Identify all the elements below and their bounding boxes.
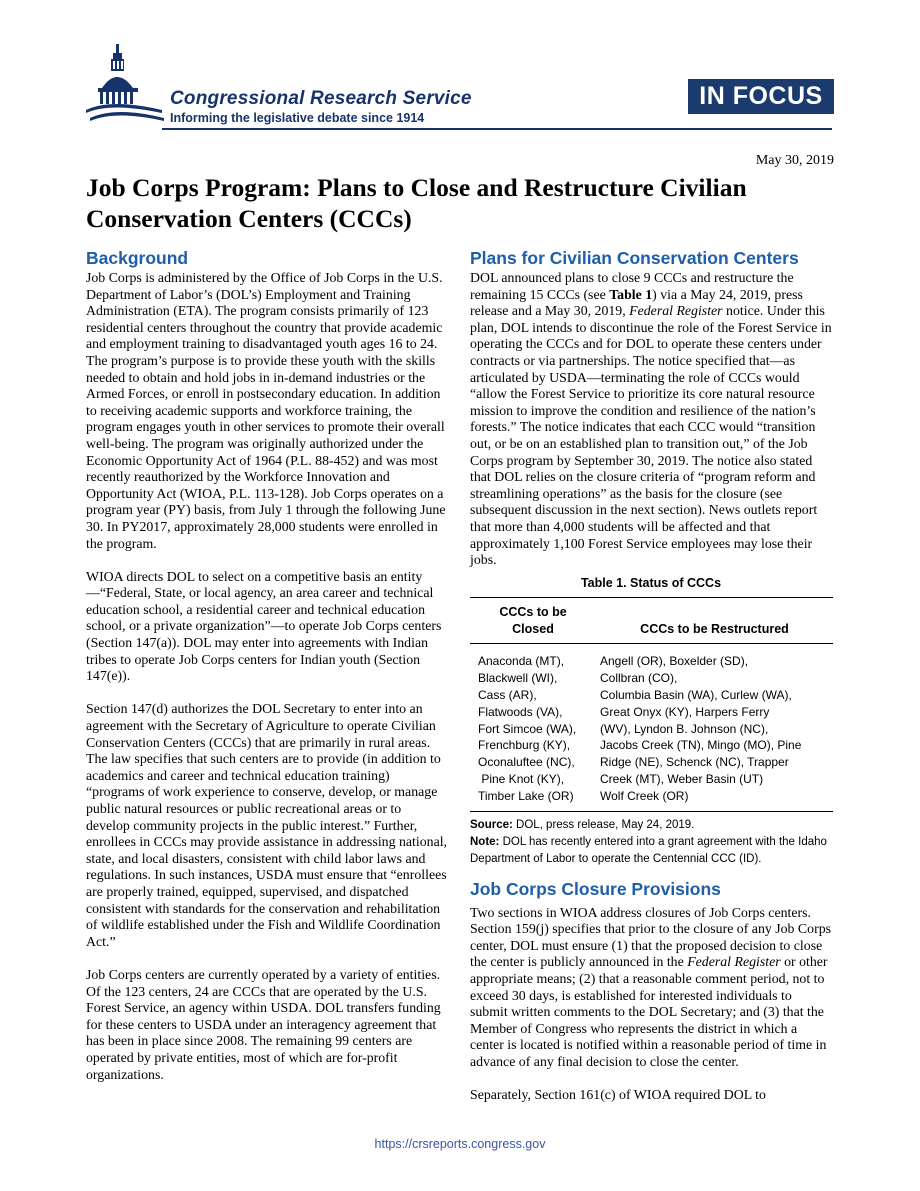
plans-text-1: DOL announced plans to close 9 CCCs and restructure the remaining 15 CCCs (see xyxy=(470,270,794,302)
list-item: Collbran (CO), xyxy=(600,671,678,686)
list-item: Blackwell (WI), xyxy=(478,671,558,686)
list-item: Frenchburg (KY), xyxy=(478,738,571,753)
restructured-centers-cell xyxy=(596,644,833,811)
federal-register-italic: Federal Register xyxy=(687,954,781,970)
crs-reports-link[interactable]: https://crsreports.congress.gov xyxy=(374,1137,546,1151)
list-item: Great Onyx (KY), Harpers Ferry xyxy=(600,704,770,719)
list-item: Pine Knot (KY), xyxy=(478,772,565,787)
body-paragraph: Two sections in WIOA address closures of Job Corps centers. Section 159(j) specifies that prior to the closure of any Job Corps center, DOL must ensure (1) that the proposed decision to close the center is publicly announced in the Federal Register or other appropriate means; (2) that a reasonable comment period, not to exceed 30 days, is established for interested individuals to submit written comments to the DOL Secretary; and (3) that the Member of Congress who represents the district in which a center is located is notified within a reasonable period of time in advance of any final decision to close the center. xyxy=(470,904,832,1069)
list-item: Fort Simcoe (WA), xyxy=(478,721,577,736)
list-item: Ridge (NE), Schenck (NC), Trapper xyxy=(600,755,789,770)
section-heading-background: Background xyxy=(86,248,189,268)
section-heading-closure: Job Corps Closure Provisions xyxy=(470,878,721,899)
ccc-status-table xyxy=(470,597,833,811)
column-header-closed: CCCs to be Closed xyxy=(470,598,596,644)
right-column xyxy=(470,247,832,1104)
table-source: Source: DOL, press release, May 24, 2019. xyxy=(470,818,695,831)
list-item: Jacobs Creek (TN), Mingo (MO), Pine xyxy=(600,738,802,753)
body-paragraph: WIOA directs DOL to select on a competitive basis an entity—“Federal, State, or local agency, an area career and technical education school, a residential career and technical education school, or a private organization”—to operate Job Corps centers (Section 147(a)). DOL may enter into agreements with Indian tribes to operate Job Corps centers for Indian youth (Section 147(e)). xyxy=(86,568,442,684)
body-paragraph xyxy=(470,270,832,569)
crs-logo-text xyxy=(170,88,472,125)
in-focus-badge: IN FOCUS xyxy=(688,79,834,114)
plans-text-3: notice. Under this plan, DOL intends to discontinue the role of the Forest Service in operating the CCCs and for DOL to operate these centers under contracts or via partnerships. The notice specified that—as articulated by USDA—terminating the role of CCCs would “allow the Forest Service to prioritize its core natural resource mission to improve the condition and resilience of the nation’s forests.” The notice indicates that each CCC would “transition out, or be on an established plan to transition out,” of the Job Corps program by September 30, 2019. The notice also stated that DOL relies on the closure criteria of “program reform and streamlining operations” as the basis for the closure (see subsequent discussion in the next section). News outlets report that more than 4,000 students will be affected and that approximately 1,100 Forest Service employees may lose their jobs. xyxy=(470,303,832,568)
left-column xyxy=(86,247,448,1083)
page-footer xyxy=(0,1137,920,1151)
list-item: (WV), Lyndon B. Johnson (NC), xyxy=(600,721,769,736)
table-reference-link[interactable]: Table 1 xyxy=(609,286,653,302)
list-item: Creek (MT), Weber Basin (UT) xyxy=(600,772,764,787)
org-name: Congressional Research Service xyxy=(170,88,472,109)
list-item: Angell (OR), Boxelder (SD), xyxy=(600,654,749,669)
body-paragraph: Separately, Section 161(c) of WIOA required DOL to xyxy=(470,1087,766,1103)
list-item: Columbia Basin (WA), Curlew (WA), xyxy=(600,688,792,703)
body-paragraph: Job Corps centers are currently operated by a variety of entities. Of the 123 centers, 24 are CCCs that are operated by the U.S. Forest Service, an agency within USDA. DOL transfers funding for these centers to USDA under an interagency agreement that has been in place since 2008. The remaining 99 centers are operated by private entities, most of which are for-profit organizations. xyxy=(86,966,441,1082)
capitol-dome-icon xyxy=(86,44,166,130)
publication-date: May 30, 2019 xyxy=(755,153,834,168)
column-header-restructured: CCCs to be Restructured xyxy=(596,598,833,644)
body-paragraph: Section 147(d) authorizes the DOL Secretary to enter into an agreement with the Secretary of Agriculture to operate Civilian Conservation Centers (CCCs) that are primarily in rural areas. The law specifies that such centers are to provide (in addition to academics and career and technical education training) “programs of work experience to conserve, develop, or manage public natural resources or public recreational areas or to develop community projects in the public interest.” Further, enrollees in CCCs may provide assistance in addressing national, state, and local disasters, consistent with child labor laws and regulations. In such instances, USDA must ensure that “enrollees are properly trained, equipped, supervised, and dispatched consistent with standards for the conservation and rehabilitation of wildlife established under the Fish and Wildlife Coordination Act.” xyxy=(86,701,448,949)
table-note: Note: DOL has recently entered into a grant agreement with the Idaho Department of Labor to operate the Centennial CCC (ID). xyxy=(470,835,827,865)
list-item: Oconaluftee (NC), xyxy=(478,755,575,770)
list-item: Timber Lake (OR) xyxy=(478,788,574,803)
table-notes xyxy=(470,817,832,868)
closed-centers-cell xyxy=(470,644,596,811)
report-header xyxy=(0,0,920,150)
list-item: Anaconda (MT), xyxy=(478,654,565,669)
federal-register-italic: Federal Register xyxy=(629,303,723,319)
list-item: Cass (AR), xyxy=(478,688,537,703)
table-row xyxy=(470,644,833,811)
plans-text-2: ) via a May 24, 2019, press release and a May 30, 2019, xyxy=(470,286,803,319)
table-caption: Table 1. Status of CCCs xyxy=(580,575,722,590)
header-divider xyxy=(162,128,832,130)
list-item: Wolf Creek (OR) xyxy=(600,788,689,803)
list-item: Flatwoods (VA), xyxy=(478,704,563,719)
page-title: Job Corps Program: Plans to Close and Restructure Civilian Conservation Centers (CCCs) xyxy=(86,173,747,233)
org-tagline: Informing the legislative debate since 1914 xyxy=(170,111,425,125)
section-heading-plans: Plans for Civilian Conservation Centers xyxy=(470,248,799,268)
body-paragraph: Job Corps is administered by the Office of Job Corps in the U.S. Department of Labor’s (DOL’s) Employment and Training Administration (ETA). The program consists primarily of 123 residential centers throughout the country that provide academic and employment training to disadvantaged youth ages 16 to 24. The program’s purpose is to provide these youth with the skills needed to obtain and hold jobs in in-demand industries or the Armed Forces, or enroll in postsecondary education. In addition to receiving academic supports and workforce training, the program engages youth in other services to promote their overall well-being. The program was originally authorized under the Economic Opportunity Act of 1964 (P.L. 88-452) and was most recently reauthorized by the Workforce Innovation and Opportunity Act (WIOA, P.L. 113-128). Job Corps operates on a program year (PY) basis, from July 1 through the following June 30. In PY2017, approximately 28,000 students were enrolled in the program. xyxy=(86,270,446,551)
